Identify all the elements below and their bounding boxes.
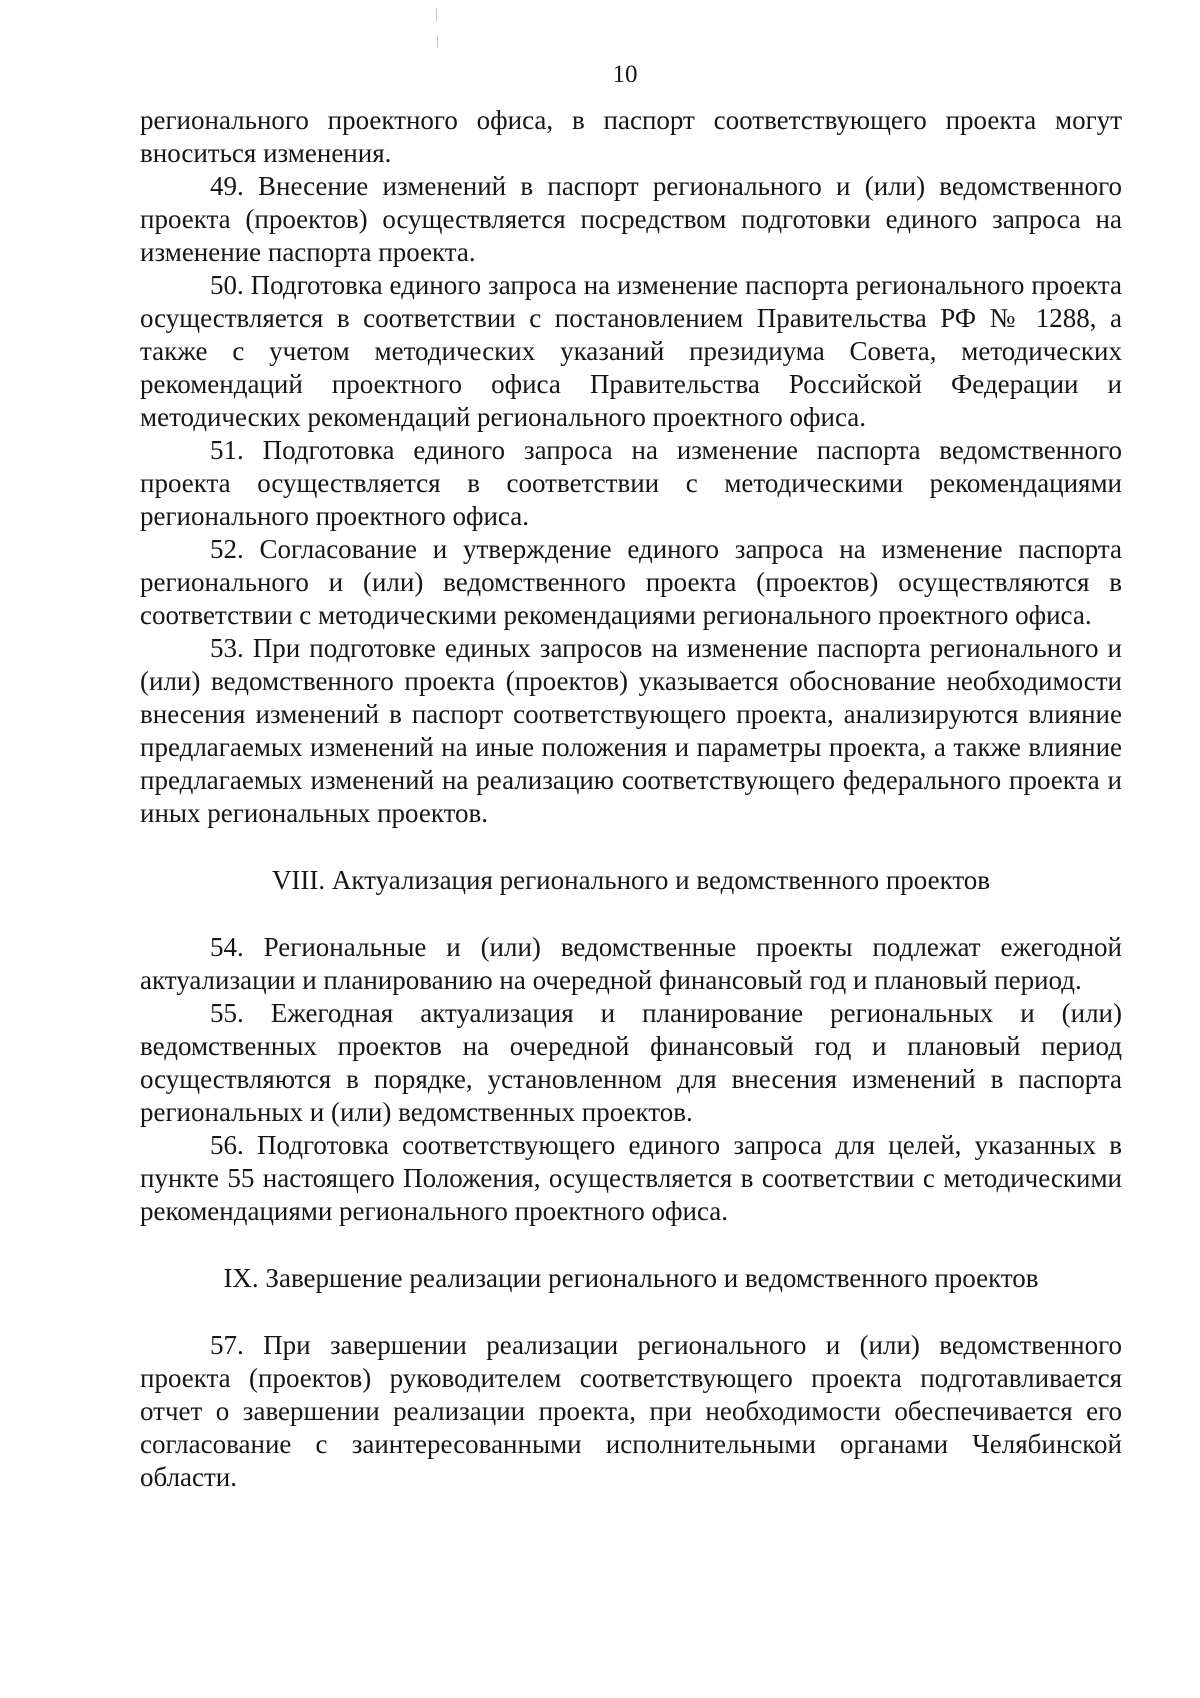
paragraph-50: 50. Подготовка единого запроса на изменение паспорта регионального проекта осуществляется в соответствии с постановлением Правительства РФ № 1288, а также с учетом методических указаний президиума Совета, методических рекомендаций проектного офиса Правительства Российской Федерации и методических рекомендаций регионального проектного офиса. [140, 270, 1122, 432]
paragraph-49: 49. Внесение изменений в паспорт регионального и (или) ведомственного проекта (проектов) осуществляется посредством подготовки единого запроса на изменение паспорта проекта. [140, 171, 1122, 267]
document-body [140, 104, 1122, 1494]
paragraph-continuation: регионального проектного офиса, в паспорт соответствующего проекта могут вноситься изменения. [140, 105, 1122, 168]
section-heading-8: VIII. Актуализация регионального и ведомственного проектов [271, 865, 991, 895]
paragraph-52: 52. Согласование и утверждение единого запроса на изменение паспорта регионального и (или) ведомственного проекта (проектов) осуществляются в соответствии с методическими рекомендациями регионального проектного офиса. [140, 534, 1122, 630]
page-number: 10 [612, 61, 638, 88]
paragraph-55: 55. Ежегодная актуализация и планирование региональных и (или) ведомственных проектов на очередной финансовый год и плановый период осуществляются в порядке, установленном для внесения изменений в паспорта региональных и (или) ведомственных проектов. [140, 998, 1122, 1127]
section-heading-9: IX. Завершение реализации регионального и ведомственного проектов [223, 1263, 1039, 1293]
paragraph-53: 53. При подготовке единых запросов на изменение паспорта регионального и (или) ведомственного проекта (проектов) указывается обоснование необходимости внесения изменений в паспорт соответствующего проекта, анализируются влияние предлагаемых изменений на иные положения и параметры проекта, а также влияние предлагаемых изменений на реализацию соответствующего федерального проекта и иных региональных проектов. [140, 633, 1122, 828]
paragraph-56: 56. Подготовка соответствующего единого запроса для целей, указанных в пункте 55 настоящего Положения, осуществляется в соответствии с методическими рекомендациями регионального проектного офиса. [140, 1130, 1122, 1226]
scan-artifact [436, 8, 437, 22]
paragraph-51: 51. Подготовка единого запроса на изменение паспорта ведомственного проекта осуществляется в соответствии с методическими рекомендациями регионального проектного офиса. [140, 435, 1122, 531]
paragraph-57: 57. При завершении реализации регионального и (или) ведомственного проекта (проектов) руководителем соответствующего проекта подготавливается отчет о завершении реализации проекта, при необходимости обеспечивается его согласование с заинтересованными исполнительными органами Челябинской области. [140, 1330, 1122, 1492]
paragraph-54: 54. Региональные и (или) ведомственные проекты подлежат ежегодной актуализации и планированию на очередной финансовый год и плановый период. [140, 932, 1122, 995]
scan-artifact [437, 36, 438, 48]
